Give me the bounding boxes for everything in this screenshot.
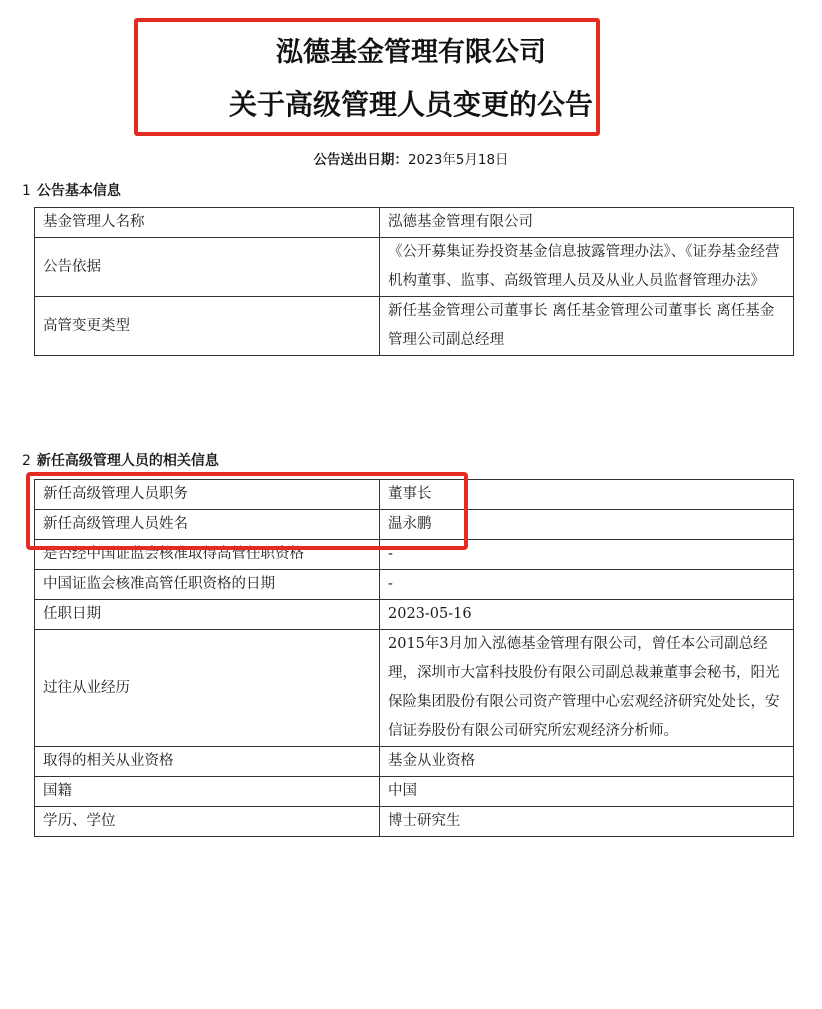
row-value: 2023-05-16 — [380, 600, 794, 630]
row-label: 中国证监会核准高管任职资格的日期 — [35, 570, 380, 600]
row-value: 2015年3月加入泓德基金管理有限公司，曾任本公司副总经理，深圳市大富科技股份有限公司副总裁兼董事会秘书，阳光保险集团股份有限公司资产管理中心宏观经济研究处处长，安信证券股份有限公司研究所宏观经济分析师。 — [380, 630, 794, 747]
table-row — [35, 208, 794, 238]
row-value: 博士研究生 — [380, 807, 794, 837]
row-label: 是否经中国证监会核准取得高管任职资格 — [35, 540, 380, 570]
table-row — [35, 297, 794, 356]
row-value: 基金从业资格 — [380, 747, 794, 777]
date-value: 2023年5月18日 — [407, 152, 509, 168]
basic-info-table — [34, 207, 794, 356]
row-value: 中国 — [380, 777, 794, 807]
announcement-date — [0, 151, 822, 169]
row-value: 温永鹏 — [380, 510, 794, 540]
section-1-heading — [22, 182, 121, 200]
announcement-title: 关于高级管理人员变更的公告 — [228, 88, 593, 121]
section-title: 公告基本信息 — [36, 183, 121, 199]
table-row — [35, 630, 794, 747]
section-title: 新任高级管理人员的相关信息 — [36, 453, 219, 469]
row-value: - — [380, 540, 794, 570]
date-label: 公告送出日期： — [313, 152, 408, 168]
section-number: 1 — [22, 183, 31, 199]
row-label: 新任高级管理人员姓名 — [35, 510, 380, 540]
row-label: 国籍 — [35, 777, 380, 807]
table-row — [35, 570, 794, 600]
row-label: 任职日期 — [35, 600, 380, 630]
row-label: 基金管理人名称 — [35, 208, 380, 238]
row-label: 取得的相关从业资格 — [35, 747, 380, 777]
table-row — [35, 600, 794, 630]
row-label: 过往从业经历 — [35, 630, 380, 747]
row-label: 新任高级管理人员职务 — [35, 480, 380, 510]
table-row — [35, 747, 794, 777]
company-name-title: 泓德基金管理有限公司 — [276, 37, 546, 68]
row-label: 公告依据 — [35, 238, 380, 297]
row-value: 《公开募集证券投资基金信息披露管理办法》、《证券基金经营机构董事、监事、高级管理人员及从业人员监督管理办法》 — [380, 238, 794, 297]
executive-highlight-box — [26, 472, 468, 550]
section-number: 2 — [22, 453, 31, 469]
section-2-heading — [22, 452, 219, 470]
table-row — [35, 777, 794, 807]
row-value: 新任基金管理公司董事长 离任基金管理公司董事长 离任基金管理公司副总经理 — [380, 297, 794, 356]
row-value: 董事长 — [380, 480, 794, 510]
row-label: 高管变更类型 — [35, 297, 380, 356]
table-row — [35, 238, 794, 297]
row-label: 学历、学位 — [35, 807, 380, 837]
row-value: 泓德基金管理有限公司 — [380, 208, 794, 238]
table-row — [35, 807, 794, 837]
row-value: - — [380, 570, 794, 600]
